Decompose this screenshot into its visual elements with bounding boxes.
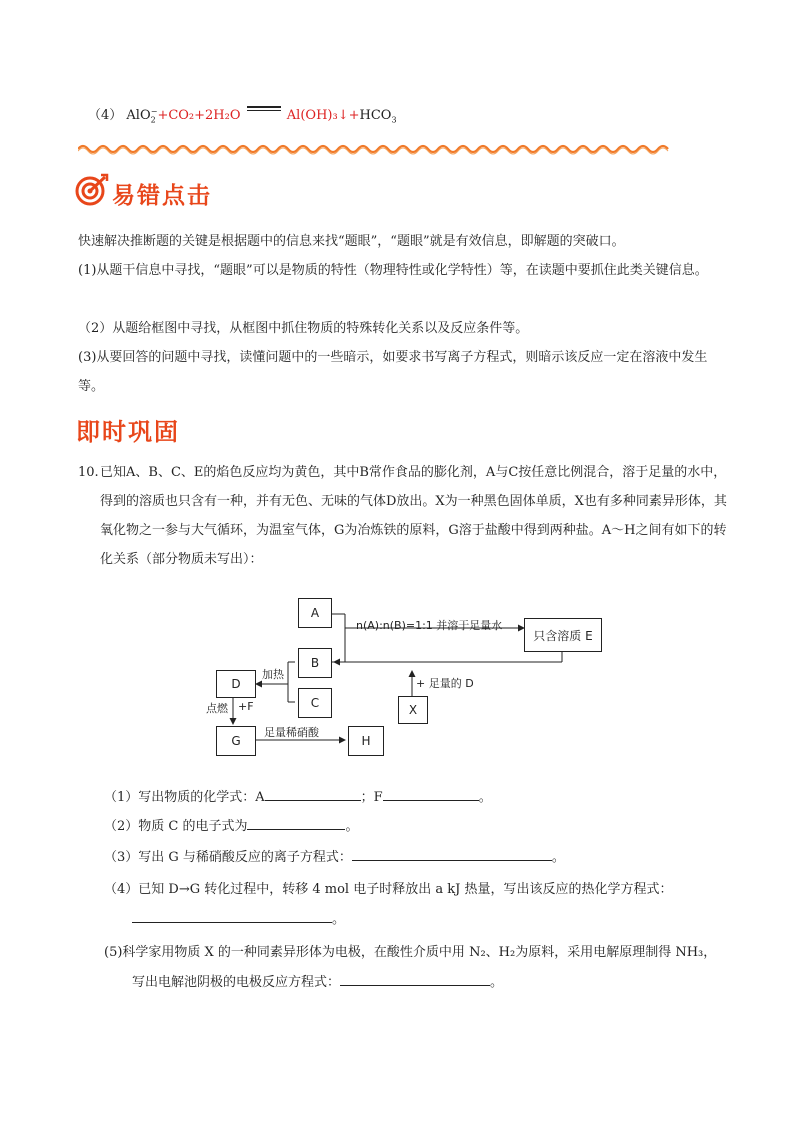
question-text: 已知A、B、C、E的焰色反应均为黄色，其中B常作食品的膨化剂，A与C按任意比例混合，溶于足量的水中，得到的溶质也只含有一种，并有无色、无味的气体D放出。X为一种黑色固体单质，X也有多种同素异形体，其氧化物之一参与大气循环，为温室气体，G为冶炼铁的原料，G溶于盐酸中得到两种盐。A～H之间有如下的转化关系（部分物质未写出）： xyxy=(100,465,727,567)
equation-prefix: （4） xyxy=(88,108,123,123)
label-dilute-nitric: 足量稀硝酸 xyxy=(264,726,319,739)
equation-products: Al(OH)₃↓+ xyxy=(286,108,360,123)
label-heat: 加热 xyxy=(262,668,284,681)
box-h: H xyxy=(348,726,384,756)
box-e: 只含溶质 E xyxy=(524,618,602,652)
tip-paragraph-4: (3)从要回答的问题中寻找，读懂问题中的一些暗示，如要求书写离子方程式，则暗示该反应一定在溶液中发生等。 xyxy=(78,350,708,394)
subquestion-4: （4）已知 D→G 转化过程中，转移 4 mol 电子时释放出 a kJ 热量，写出该反应的热化学方程式： 。 xyxy=(104,882,673,927)
reaction-diagram xyxy=(200,596,610,756)
answer-blank-thermo-eq[interactable] xyxy=(132,908,332,923)
box-g: G xyxy=(216,726,256,756)
equation-line xyxy=(88,104,397,125)
box-d: D xyxy=(216,670,256,698)
box-c: C xyxy=(298,688,332,718)
section-title-common-errors: 易错点击 xyxy=(112,183,212,209)
label-ab-ratio: n(A):n(B)=1:1 并溶于足量水 xyxy=(356,619,503,632)
tip-paragraph-2: (1)从题干信息中寻找，“题眼”可以是物质的特性（物理特性或化学特性）等，在读题中要抓住此类关键信息。 xyxy=(78,263,708,278)
wavy-divider xyxy=(78,142,670,156)
tip-paragraph-1: 快速解决推断题的关键是根据题中的信息来找“题眼”，“题眼”就是有效信息，即解题的突破口。 xyxy=(78,234,625,249)
answer-blank-f[interactable] xyxy=(383,786,479,801)
label-excess-d: + 足量的 D xyxy=(416,677,474,690)
equation-product-ion: $HCO_3$ xyxy=(359,108,397,125)
question-number: 10. xyxy=(78,465,99,480)
target-icon xyxy=(74,172,110,208)
subquestion-5: (5)科学家用物质 X 的一种同素异形体为电极，在酸性介质中用 N₂、H₂为原料，采用电解原理制得 NH₃， 写出电解池阴极的电极反应方程式： 。 xyxy=(104,945,717,990)
equation-reactants: +CO₂+2H₂O xyxy=(157,108,241,123)
label-ignite: 点燃 xyxy=(206,702,228,715)
answer-blank-c-electron[interactable] xyxy=(247,815,345,830)
question-10-stem xyxy=(78,458,738,574)
equation-reactant-ion: AlO$_2$− xyxy=(126,106,158,125)
answer-blank-cathode-eq[interactable] xyxy=(340,971,490,986)
box-b: B xyxy=(298,648,332,678)
tip-paragraph-3: （2）从题给框图中寻找，从框图中抓住物质的特殊转化关系以及反应条件等。 xyxy=(78,321,529,336)
subquestion-2: （2）物质 C 的电子式为 。 xyxy=(104,813,744,841)
subquestion-1: （1）写出物质的化学式：A ；F 。 xyxy=(104,784,744,812)
label-plus-f: +F xyxy=(238,700,254,713)
box-a: A xyxy=(298,598,332,628)
subquestion-3: （3）写出 G 与稀硝酸反应的离子方程式： 。 xyxy=(104,844,744,872)
box-x: X xyxy=(398,696,428,724)
answer-blank-a[interactable] xyxy=(265,786,361,801)
answer-blank-ionic-eq[interactable] xyxy=(352,846,552,861)
equation-equals-sign xyxy=(247,104,281,113)
section-title-practice: 即时巩固 xyxy=(76,418,180,446)
